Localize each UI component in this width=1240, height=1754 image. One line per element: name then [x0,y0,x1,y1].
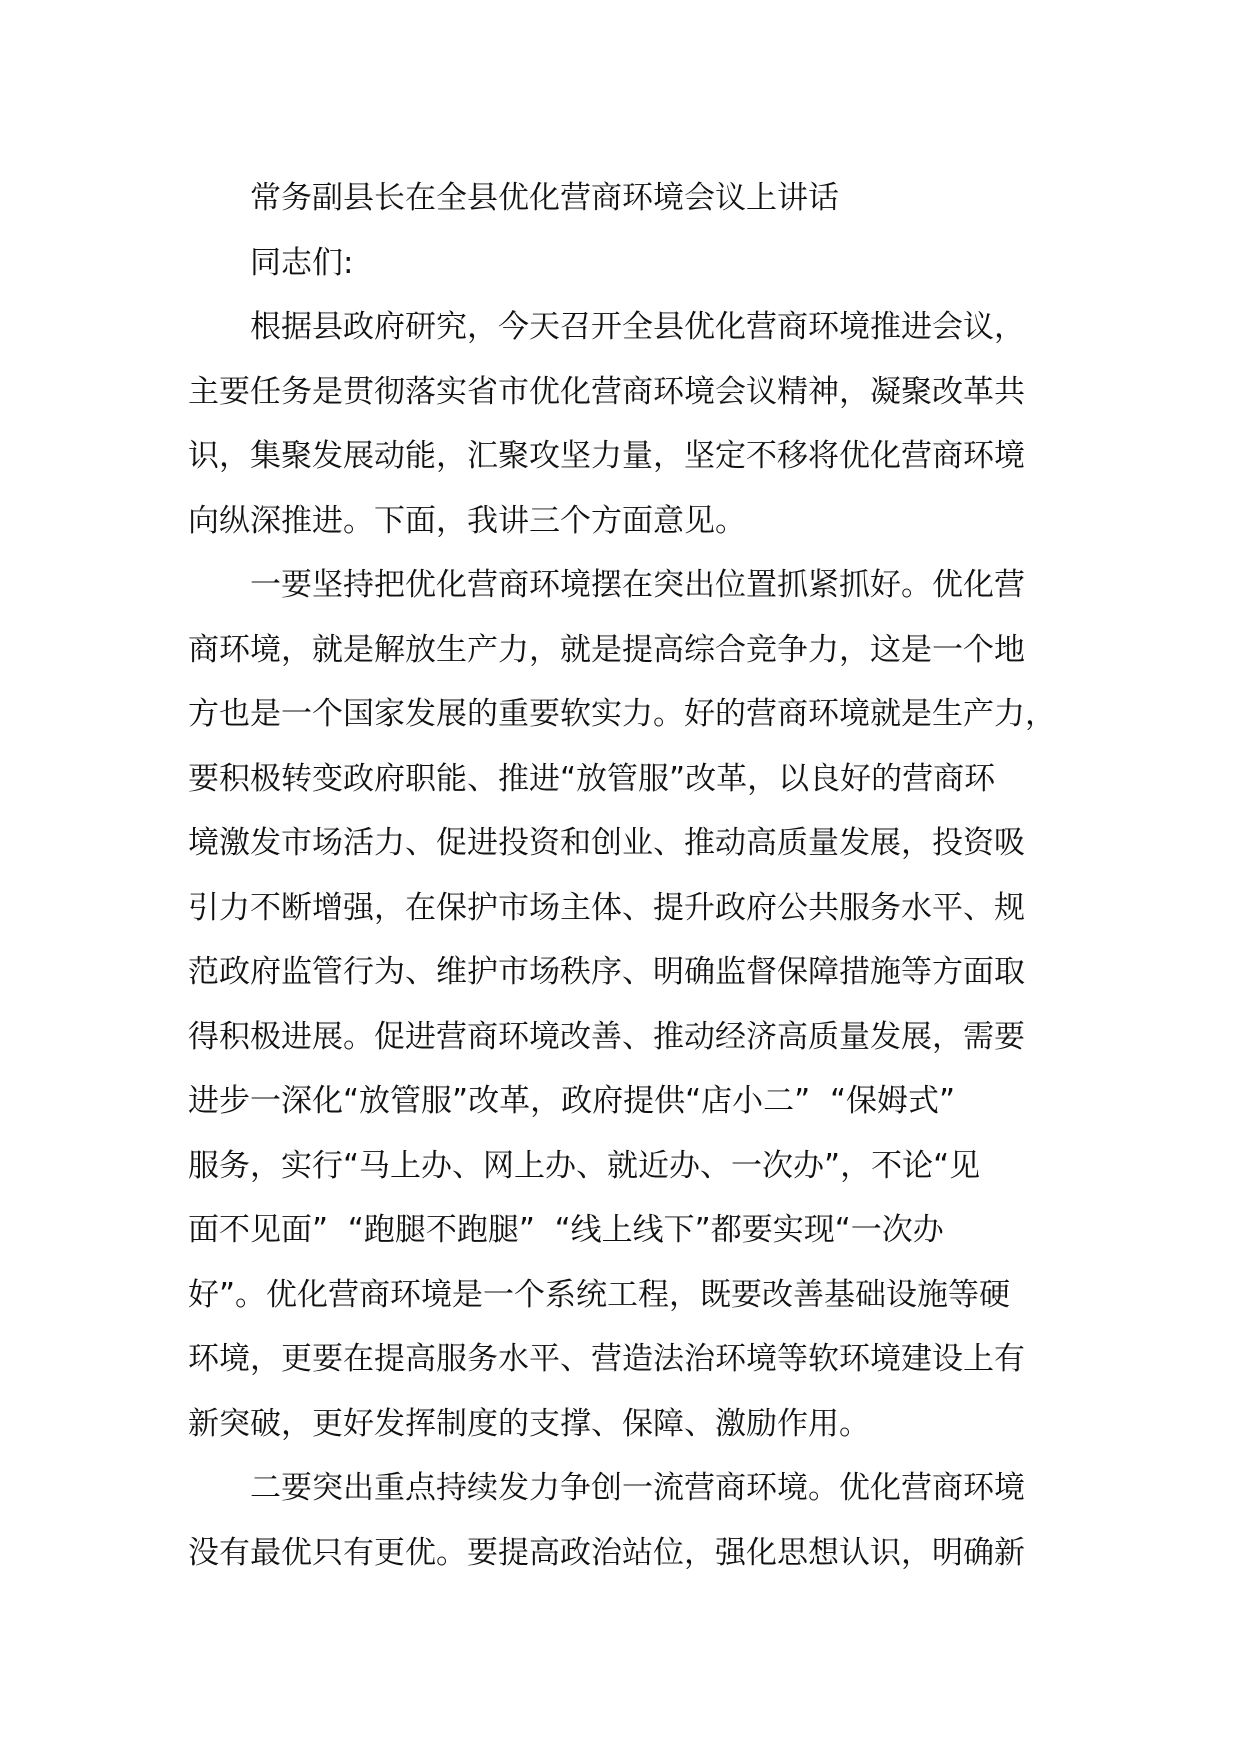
paragraph-line: 引力不断增强，在保护市场主体、提升政府公共服务水平、规 [188,889,1025,926]
paragraph-line: 新突破，更好发挥制度的支撑、保障、激励作用。 [188,1405,870,1442]
paragraph-line: 一要坚持把优化营商环境摆在突出位置抓紧抓好。优化营 [250,567,1025,603]
paragraph-line: 方也是一个国家发展的重要软实力。好的营商环境就是生产力， [188,696,1056,732]
paragraph-line: 得积极进展。促进营商环境改善、推动经济高质量发展，需要 [188,1018,1025,1055]
paragraph-line: 境激发市场活力、促进投资和创业、推动高质量发展，投资吸 [188,825,1025,861]
paragraph-line: 范政府监管行为、维护市场秩序、明确监督保障措施等方面取 [188,954,1025,990]
paragraph-line: 主要任务是贯彻落实省市优化营商环境会议精神，凝聚改革共 [188,373,1025,410]
paragraph-line: 要积极转变政府职能、推进“放管服”改革，以良好的营商环 [188,760,996,797]
paragraph-line: 识，集聚发展动能，汇聚攻坚力量，坚定不移将优化营商环境 [188,438,1025,474]
document-body [188,166,1068,1585]
paragraph-line: 服务，实行“马上办、网上办、就近办、一次办”，不论“见 [188,1147,981,1184]
paragraph-point-one [188,553,1068,1456]
document-title: 常务副县长在全县优化营商环境会议上讲话 [250,180,839,216]
paragraph-line: 商环境，就是解放生产力，就是提高综合竞争力，这是一个地 [188,631,1025,668]
paragraph-intro [188,295,1068,553]
paragraph-line: 进步一深化“放管服”改革，政府提供“店小二” “保姆式” [188,1083,956,1119]
salutation: 同志们: [250,244,354,281]
paragraph-line: 根据县政府研究，今天召开全县优化营商环境推进会议， [250,309,1025,345]
paragraph-line: 向纵深推进。下面，我讲三个方面意见。 [188,502,746,539]
paragraph-line: 好”。优化营商环境是一个系统工程，既要改善基础设施等硬 [188,1276,1011,1313]
paragraph-point-two [188,1456,1068,1585]
paragraph-line: 没有最优只有更优。要提高政治站位，强化思想认识，明确新 [188,1534,1025,1571]
paragraph-line: 面不见面” “跑腿不跑腿” “线上线下”都要实现“一次办 [188,1212,944,1248]
paragraph-line: 二要突出重点持续发力争创一流营商环境。优化营商环境 [250,1470,1025,1506]
paragraph-line: 环境，更要在提高服务水平、营造法治环境等软环境建设上有 [188,1341,1025,1377]
